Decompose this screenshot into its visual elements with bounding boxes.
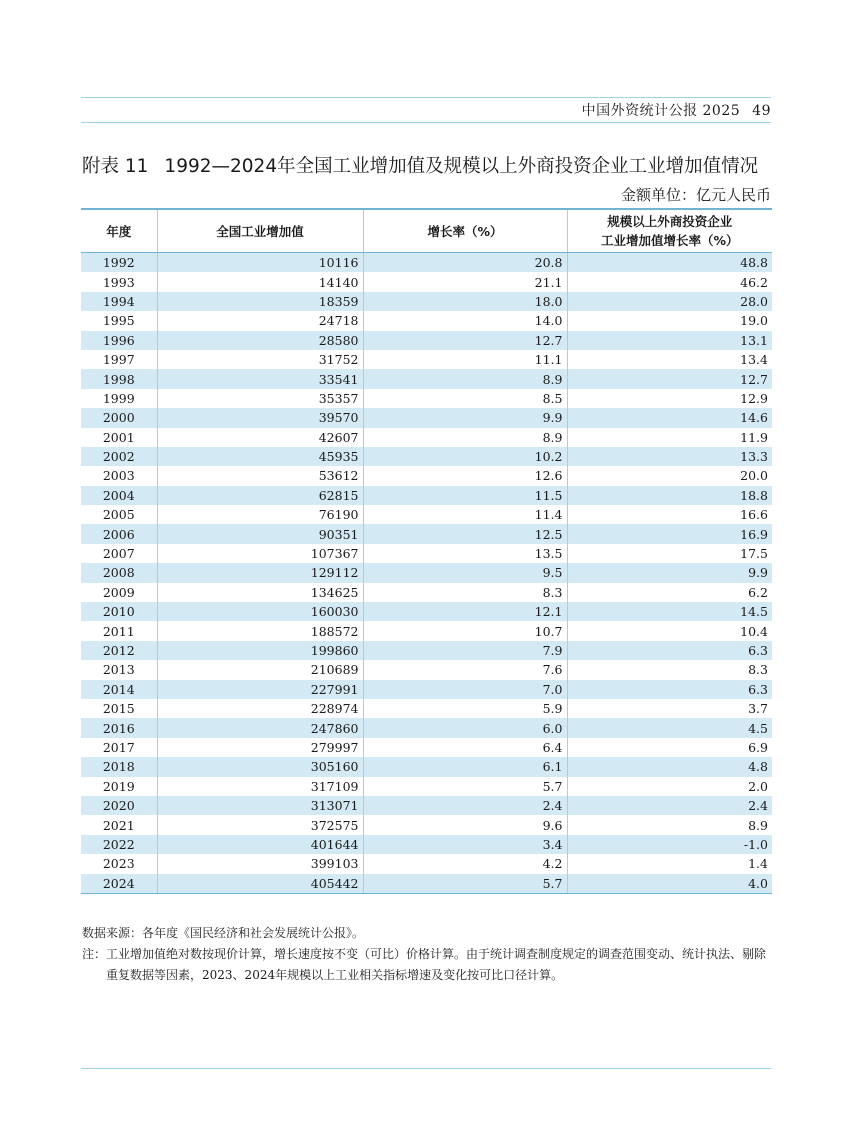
cell-year: 2002 bbox=[81, 447, 157, 466]
table-row bbox=[81, 680, 772, 699]
cell-fie-growth-rate: 8.9 bbox=[567, 815, 772, 834]
source-text: 各年度《国民经济和社会发展统计公报》。 bbox=[142, 926, 365, 940]
cell-year: 2013 bbox=[102, 662, 135, 678]
cell-growth-rate: 21.1 bbox=[363, 272, 567, 291]
unit-label: 金额单位：亿元人民币 bbox=[620, 186, 771, 204]
header-fie-line2: 工业增加值增长率（%） bbox=[600, 233, 739, 248]
cell-year: 2000 bbox=[81, 408, 157, 427]
cell-year: 2016 bbox=[81, 718, 157, 737]
table-row bbox=[81, 602, 772, 621]
table-number: 附表 11 bbox=[82, 156, 149, 177]
table-row bbox=[81, 292, 772, 311]
cell-growth-rate: 12.1 bbox=[363, 602, 567, 621]
cell-growth-rate: 9.6 bbox=[363, 815, 567, 834]
cell-growth-rate: 11.5 bbox=[363, 486, 567, 505]
cell-industrial-value: 372575 bbox=[157, 815, 363, 834]
table-row bbox=[81, 660, 772, 679]
cell-fie-growth-rate: 17.5 bbox=[567, 544, 772, 563]
cell-year: 2012 bbox=[81, 641, 157, 660]
table-row bbox=[81, 835, 772, 854]
cell-growth-rate: 10.2 bbox=[363, 447, 567, 466]
cell-industrial-value: 76190 bbox=[157, 505, 363, 524]
table-row bbox=[81, 815, 772, 834]
cell-industrial-value: 188572 bbox=[157, 621, 363, 640]
cell-growth-rate: 14.0 bbox=[363, 311, 567, 330]
publication-title: 中国外资统计公报 2025 bbox=[581, 103, 741, 119]
cell-year: 2010 bbox=[81, 602, 157, 621]
cell-growth-rate: 4.2 bbox=[363, 854, 567, 873]
cell-fie-growth-rate: 6.3 bbox=[567, 680, 772, 699]
cell-fie-growth-rate: 11.9 bbox=[567, 428, 772, 447]
source-label: 数据来源： bbox=[82, 926, 143, 940]
cell-growth-rate: 6.1 bbox=[363, 757, 567, 776]
cell-fie-growth-rate: 14.6 bbox=[567, 408, 772, 427]
table-row bbox=[81, 486, 772, 505]
table-row bbox=[81, 757, 772, 776]
cell-year: 2001 bbox=[102, 429, 135, 445]
table-title bbox=[82, 152, 758, 178]
cell-fie-growth-rate: 2.4 bbox=[567, 796, 772, 815]
table-row bbox=[81, 544, 772, 563]
footer-rule bbox=[81, 1068, 771, 1069]
header-fie-growth-rate bbox=[567, 209, 772, 253]
cell-year: 2011 bbox=[102, 623, 135, 639]
notes bbox=[82, 923, 772, 986]
table-row bbox=[81, 408, 772, 427]
cell-fie-growth-rate: 48.8 bbox=[567, 253, 772, 273]
note-label: 注： bbox=[82, 947, 107, 961]
table-row bbox=[81, 563, 772, 582]
cell-year: 1993 bbox=[102, 274, 135, 290]
cell-fie-growth-rate: 20.0 bbox=[567, 466, 772, 485]
header-year: 年度 bbox=[81, 209, 157, 253]
cell-industrial-value: 129112 bbox=[157, 563, 363, 582]
cell-fie-growth-rate: 4.5 bbox=[567, 718, 772, 737]
cell-year: 1995 bbox=[102, 313, 135, 329]
cell-industrial-value: 24718 bbox=[157, 311, 363, 330]
cell-year: 2003 bbox=[102, 468, 135, 484]
header-industrial-value: 全国工业增加值 bbox=[157, 209, 363, 253]
cell-industrial-value: 62815 bbox=[157, 486, 363, 505]
cell-industrial-value: 228974 bbox=[157, 699, 363, 718]
cell-growth-rate: 6.0 bbox=[363, 718, 567, 737]
cell-year: 1996 bbox=[81, 331, 157, 350]
cell-growth-rate: 2.4 bbox=[363, 796, 567, 815]
cell-industrial-value: 14140 bbox=[157, 272, 363, 291]
cell-year: 1992 bbox=[81, 253, 157, 273]
cell-year: 1998 bbox=[81, 369, 157, 388]
cell-growth-rate: 12.7 bbox=[363, 331, 567, 350]
cell-industrial-value: 160030 bbox=[157, 602, 363, 621]
cell-industrial-value: 210689 bbox=[157, 660, 363, 679]
cell-fie-growth-rate: 28.0 bbox=[567, 292, 772, 311]
table-row bbox=[81, 699, 772, 718]
cell-fie-growth-rate: 10.4 bbox=[567, 621, 772, 640]
cell-growth-rate: 11.4 bbox=[363, 505, 567, 524]
cell-fie-growth-rate: 13.4 bbox=[567, 350, 772, 369]
cell-growth-rate: 8.9 bbox=[363, 369, 567, 388]
cell-industrial-value: 39570 bbox=[157, 408, 363, 427]
table-row bbox=[81, 253, 772, 273]
cell-growth-rate: 11.1 bbox=[363, 350, 567, 369]
cell-industrial-value: 305160 bbox=[157, 757, 363, 776]
cell-growth-rate: 9.5 bbox=[363, 563, 567, 582]
cell-industrial-value: 247860 bbox=[157, 718, 363, 737]
cell-fie-growth-rate: -1.0 bbox=[567, 835, 772, 854]
cell-fie-growth-rate: 16.6 bbox=[567, 505, 772, 524]
table-row bbox=[81, 350, 772, 369]
table-row bbox=[81, 272, 772, 291]
cell-industrial-value: 90351 bbox=[157, 524, 363, 543]
cell-year: 2014 bbox=[81, 680, 157, 699]
cell-industrial-value: 199860 bbox=[157, 641, 363, 660]
cell-industrial-value: 401644 bbox=[157, 835, 363, 854]
cell-fie-growth-rate: 46.2 bbox=[567, 272, 772, 291]
cell-fie-growth-rate: 2.0 bbox=[567, 777, 772, 796]
cell-industrial-value: 45935 bbox=[157, 447, 363, 466]
cell-industrial-value: 28580 bbox=[157, 331, 363, 350]
cell-growth-rate: 3.4 bbox=[363, 835, 567, 854]
cell-growth-rate: 20.8 bbox=[363, 253, 567, 273]
cell-year: 2009 bbox=[102, 584, 135, 600]
table-row bbox=[81, 524, 772, 543]
cell-growth-rate: 12.6 bbox=[363, 466, 567, 485]
page-number: 49 bbox=[752, 103, 771, 119]
cell-industrial-value: 42607 bbox=[157, 428, 363, 447]
cell-year: 1999 bbox=[102, 390, 135, 406]
cell-fie-growth-rate: 14.5 bbox=[567, 602, 772, 621]
table-row bbox=[81, 389, 772, 408]
cell-industrial-value: 35357 bbox=[157, 389, 363, 408]
data-table bbox=[81, 208, 772, 894]
cell-growth-rate: 6.4 bbox=[363, 738, 567, 757]
cell-fie-growth-rate: 16.9 bbox=[567, 524, 772, 543]
table-row bbox=[81, 505, 772, 524]
cell-fie-growth-rate: 4.8 bbox=[567, 757, 772, 776]
cell-industrial-value: 10116 bbox=[157, 253, 363, 273]
cell-industrial-value: 227991 bbox=[157, 680, 363, 699]
cell-growth-rate: 8.3 bbox=[363, 583, 567, 602]
table-row bbox=[81, 777, 772, 796]
table-header-row bbox=[81, 209, 772, 253]
cell-fie-growth-rate: 1.4 bbox=[567, 854, 772, 873]
cell-fie-growth-rate: 12.9 bbox=[567, 389, 772, 408]
cell-fie-growth-rate: 19.0 bbox=[567, 311, 772, 330]
cell-growth-rate: 7.6 bbox=[363, 660, 567, 679]
cell-year: 2004 bbox=[81, 486, 157, 505]
cell-year: 2005 bbox=[102, 507, 135, 523]
cell-fie-growth-rate: 3.7 bbox=[567, 699, 772, 718]
cell-industrial-value: 317109 bbox=[157, 777, 363, 796]
table-row bbox=[81, 874, 772, 894]
cell-year: 2018 bbox=[81, 757, 157, 776]
cell-year: 1997 bbox=[102, 352, 135, 368]
table-row bbox=[81, 331, 772, 350]
table-row bbox=[81, 621, 772, 640]
cell-fie-growth-rate: 6.9 bbox=[567, 738, 772, 757]
cell-industrial-value: 405442 bbox=[157, 874, 363, 894]
table-row bbox=[81, 796, 772, 815]
cell-year: 2024 bbox=[81, 874, 157, 894]
cell-year: 2019 bbox=[102, 778, 135, 794]
cell-year: 2021 bbox=[102, 817, 135, 833]
cell-fie-growth-rate: 6.3 bbox=[567, 641, 772, 660]
table-row bbox=[81, 369, 772, 388]
cell-industrial-value: 18359 bbox=[157, 292, 363, 311]
cell-industrial-value: 31752 bbox=[157, 350, 363, 369]
running-head bbox=[582, 100, 771, 120]
table-row bbox=[81, 641, 772, 660]
cell-industrial-value: 107367 bbox=[157, 544, 363, 563]
cell-industrial-value: 134625 bbox=[157, 583, 363, 602]
cell-growth-rate: 7.9 bbox=[363, 641, 567, 660]
cell-year: 2023 bbox=[102, 856, 135, 872]
cell-year: 2022 bbox=[81, 835, 157, 854]
cell-year: 2017 bbox=[102, 739, 135, 755]
header-rule-top bbox=[81, 97, 771, 98]
cell-fie-growth-rate: 13.3 bbox=[567, 447, 772, 466]
cell-growth-rate: 12.5 bbox=[363, 524, 567, 543]
cell-industrial-value: 279997 bbox=[157, 738, 363, 757]
note-text: 工业增加值绝对数按现价计算，增长速度按不变（可比）价格计算。由于统计调查制度规定的调查范围变动、统计执法、剔除重复数据等因素，2023、2024年规模以上工业相关指标增速及变化按可比口径计算。 bbox=[106, 947, 767, 982]
cell-fie-growth-rate: 9.9 bbox=[567, 563, 772, 582]
cell-growth-rate: 18.0 bbox=[363, 292, 567, 311]
table-row bbox=[81, 311, 772, 330]
cell-fie-growth-rate: 13.1 bbox=[567, 331, 772, 350]
cell-industrial-value: 313071 bbox=[157, 796, 363, 815]
table-row bbox=[81, 583, 772, 602]
table-row bbox=[81, 718, 772, 737]
table-title-text: 1992—2024年全国工业增加值及规模以上外商投资企业工业增加值情况 bbox=[164, 156, 759, 177]
cell-fie-growth-rate: 18.8 bbox=[567, 486, 772, 505]
cell-year: 2015 bbox=[102, 701, 135, 717]
cell-growth-rate: 8.5 bbox=[363, 389, 567, 408]
table-body bbox=[81, 253, 772, 894]
cell-growth-rate: 13.5 bbox=[363, 544, 567, 563]
cell-growth-rate: 5.7 bbox=[363, 874, 567, 894]
table-row bbox=[81, 447, 772, 466]
header-fie-line1: 规模以上外商投资企业 bbox=[607, 214, 733, 229]
cell-year: 2008 bbox=[81, 563, 157, 582]
table-row bbox=[81, 428, 772, 447]
cell-year: 1994 bbox=[81, 292, 157, 311]
cell-year: 2007 bbox=[102, 546, 135, 562]
table-row bbox=[81, 738, 772, 757]
table-row bbox=[81, 854, 772, 873]
cell-industrial-value: 33541 bbox=[157, 369, 363, 388]
cell-growth-rate: 8.9 bbox=[363, 428, 567, 447]
cell-growth-rate: 10.7 bbox=[363, 621, 567, 640]
cell-fie-growth-rate: 6.2 bbox=[567, 583, 772, 602]
cell-growth-rate: 7.0 bbox=[363, 680, 567, 699]
header-rule-bottom bbox=[81, 122, 771, 123]
cell-fie-growth-rate: 4.0 bbox=[567, 874, 772, 894]
cell-fie-growth-rate: 8.3 bbox=[567, 660, 772, 679]
cell-industrial-value: 399103 bbox=[157, 854, 363, 873]
cell-growth-rate: 9.9 bbox=[363, 408, 567, 427]
footnote bbox=[82, 944, 772, 986]
cell-year: 2006 bbox=[81, 524, 157, 543]
cell-growth-rate: 5.7 bbox=[363, 777, 567, 796]
data-source bbox=[82, 923, 772, 944]
cell-fie-growth-rate: 12.7 bbox=[567, 369, 772, 388]
header-growth-rate: 增长率（%） bbox=[363, 209, 567, 253]
table-row bbox=[81, 466, 772, 485]
cell-year: 2020 bbox=[81, 796, 157, 815]
cell-growth-rate: 5.9 bbox=[363, 699, 567, 718]
cell-industrial-value: 53612 bbox=[157, 466, 363, 485]
